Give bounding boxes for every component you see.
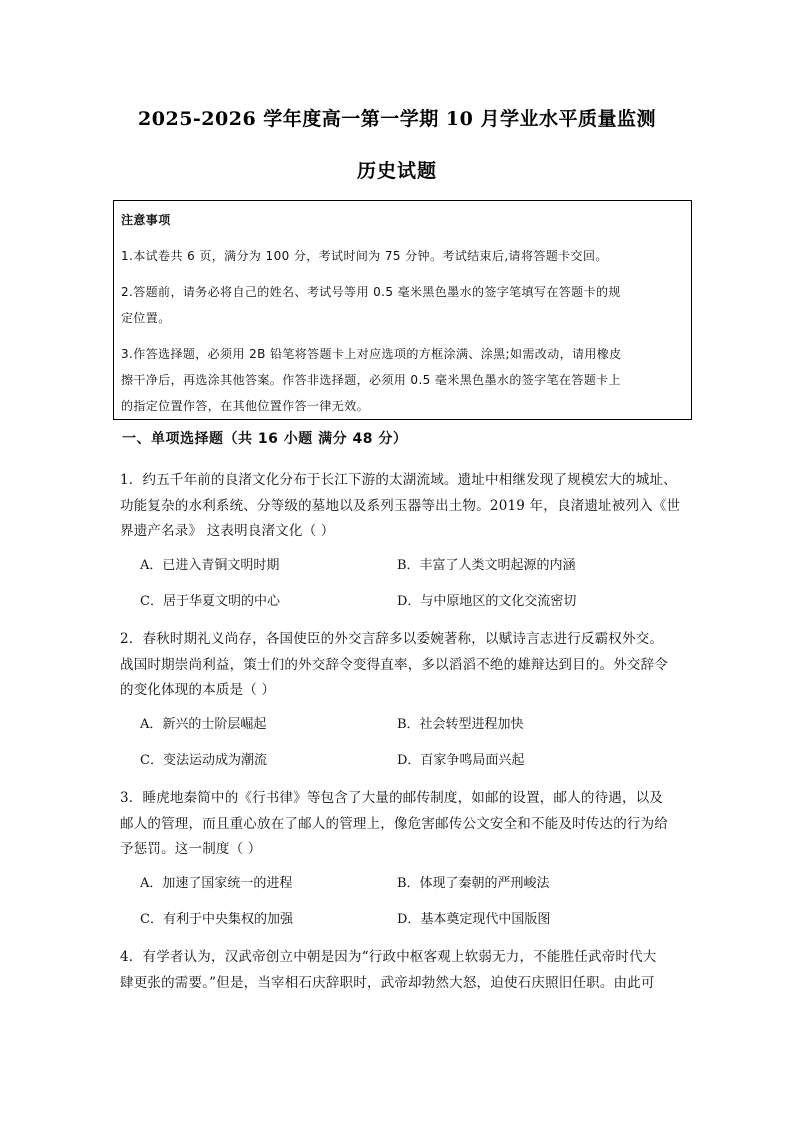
notice-line: 3.作答选择题，必须用 2B 铅笔将答题卡上对应选项的方框涂满、涂黑;如需改动，请用橡皮 bbox=[121, 347, 622, 361]
option-a[interactable]: A．新兴的士阶层崛起 bbox=[140, 717, 267, 732]
notice-line: 2.答题前，请务必将自己的姓名、考试号等用 0.5 毫米黑色墨水的签字笔填写在答题卡的规 bbox=[121, 285, 621, 299]
option-d[interactable]: D．百家争鸣局面兴起 bbox=[397, 753, 525, 768]
exam-subject: 历史试题 bbox=[356, 160, 437, 182]
question-text: 肆更张的需要。”但是，当宰相石庆辞职时，武帝却勃然大怒，迫使石庆照旧任职。由此可 bbox=[120, 975, 655, 991]
question-text: 2．春秋时期礼义尚存，各国使臣的外交言辞多以委婉著称，以赋诗言志进行反霸权外交。 bbox=[120, 631, 664, 647]
question-text: 4．有学者认为，汉武帝创立中朝是因为“行政中枢客观上软弱无力，不能胜任武帝时代大 bbox=[120, 949, 657, 965]
option-b[interactable]: B．体现了秦朝的严刑峻法 bbox=[397, 876, 550, 891]
notice-line: 1.本试卷共 6 页，满分为 100 分，考试时间为 75 分钟。考试结束后,请将答题卡交回。 bbox=[121, 249, 608, 263]
question-text: 界遗产名录》 这表明良渚文化（ ） bbox=[120, 523, 335, 539]
notice-heading: 注意事项 bbox=[121, 213, 171, 227]
option-c[interactable]: C．变法运动成为潮流 bbox=[140, 753, 267, 768]
exam-title: 2025-2026 学年度高一第一学期 10 月学业水平质量监测 bbox=[138, 108, 656, 130]
option-c[interactable]: C．居于华夏文明的中心 bbox=[140, 594, 280, 609]
question-text: 1．约五千年前的良渚文化分布于长江下游的太湖流域。遗址中相继发现了规模宏大的城址、 bbox=[120, 472, 677, 488]
option-c[interactable]: C．有利于中央集权的加强 bbox=[140, 912, 293, 927]
question-text: 邮人的管理，而且重心放在了邮人的管理上，像危害邮传公文安全和不能及时传达的行为给 bbox=[120, 816, 668, 832]
notice-line: 的指定位置作答，在其他位置作答一律无效。 bbox=[121, 399, 370, 413]
question-text: 功能复杂的水利系统、分等级的墓地以及系列玉器等出土物。2019 年，良渚遗址被列入《世 bbox=[120, 498, 681, 514]
question-text: 予惩罚。这一制度（ ） bbox=[120, 841, 262, 857]
option-b[interactable]: B．社会转型进程加快 bbox=[397, 717, 524, 732]
section-heading: 一、单项选择题（共 16 小题 满分 48 分） bbox=[122, 431, 408, 447]
option-a[interactable]: A．加速了国家统一的进程 bbox=[140, 876, 293, 891]
option-b[interactable]: B．丰富了人类文明起源的内涵 bbox=[397, 558, 576, 573]
notice-box bbox=[113, 200, 692, 420]
question-text: 3．睡虎地秦简中的《行书律》等包含了大量的邮传制度，如邮的设置，邮人的待遇，以及 bbox=[120, 790, 664, 806]
option-d[interactable]: D．基本奠定现代中国版图 bbox=[397, 912, 551, 927]
option-d[interactable]: D．与中原地区的文化交流密切 bbox=[397, 594, 577, 609]
question-text: 战国时期崇尚利益，策士们的外交辞令变得直率，多以滔滔不绝的雄辩达到目的。外交辞令 bbox=[120, 657, 668, 673]
option-a[interactable]: A．已进入青铜文明时期 bbox=[140, 558, 280, 573]
question-text: 的变化体现的本质是（ ） bbox=[120, 682, 276, 698]
notice-line: 定位置。 bbox=[121, 311, 171, 325]
notice-line: 擦干净后，再选涂其他答案。作答非选择题，必须用 0.5 毫米黑色墨水的签字笔在答题卡上 bbox=[121, 373, 621, 387]
